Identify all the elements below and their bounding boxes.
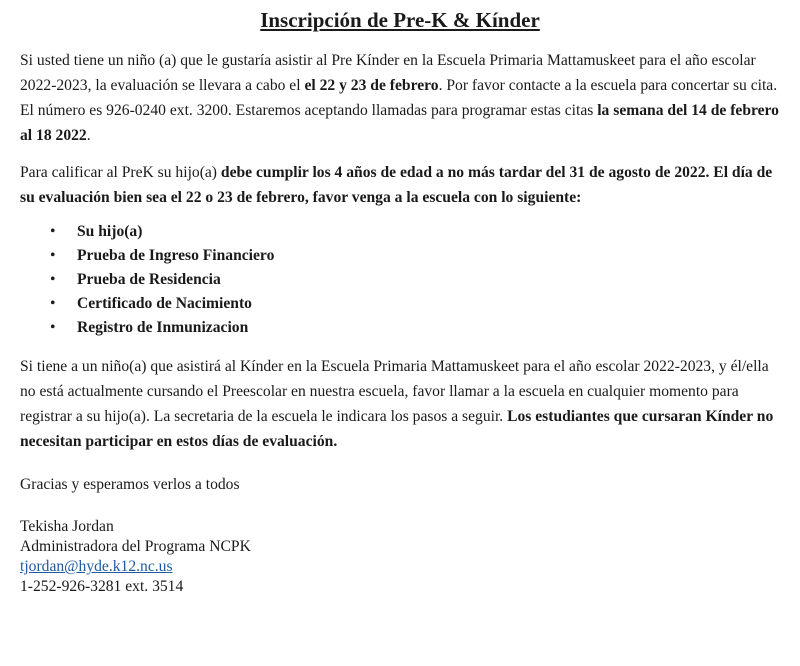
paragraph-prek-evaluation (20, 48, 780, 148)
list-item (20, 244, 780, 268)
list-item-label: Su hijo(a) (77, 223, 143, 240)
bullet-icon: • (50, 247, 56, 264)
document-page (20, 6, 780, 597)
signature-block (20, 517, 780, 597)
p2-text-1: Para calificar al PreK su hijo(a) (20, 164, 221, 181)
closing-line: Gracias y esperamos verlos a todos (20, 476, 240, 493)
paragraph-qualification (20, 160, 780, 210)
p1-text-1: Si usted tiene un niño (a) que le gustaría asistir al Pre Kínder en la Escuela Primaria Mattamuskeet para el año escolar 2022-2023, la evaluación se llevara a cabo el (20, 52, 756, 94)
list-item (20, 268, 780, 292)
list-item (20, 292, 780, 316)
p3-text-1: Si tiene a un niño(a) que asistirá al Kínder en la Escuela Primaria Mattamuskeet para el año escolar 2022-2023, y él/ella no está actualmente cursando el Preescolar en nuestra escuela, favor llamar a la escuela en cualquier momento para registrar a su hijo(a). La secretaria de la escuela le indicara los pasos a seguir. (20, 358, 769, 425)
bullet-icon: • (50, 319, 56, 336)
paragraph-kinder-registration (20, 354, 780, 454)
p1-text-2: . Por favor contacte a la escuela para concertar su cita. El número es 926-0240 ext. 3200. Estaremos aceptando llamadas para programar estas citas (20, 77, 778, 119)
list-item-label: Prueba de Ingreso Financiero (77, 247, 275, 264)
signature-role: Administradora del Programa NCPK (20, 538, 251, 555)
list-item-label: Certificado de Nacimiento (77, 295, 252, 312)
list-item (20, 220, 780, 244)
p1-text-3: . (86, 127, 91, 144)
document-title: Inscripción de Pre-K & Kínder (260, 8, 540, 32)
list-item-label: Prueba de Residencia (77, 271, 221, 288)
list-item (20, 316, 780, 340)
bullet-icon: • (50, 223, 56, 240)
bullet-icon: • (50, 271, 56, 288)
p3-bold-note: Los estudiantes que cursaran Kínder no necesitan participar en estos días de evaluación. (20, 408, 774, 450)
requirements-list (20, 220, 780, 340)
p1-bold-week: la semana del 14 de febrero al 18 2022 (20, 102, 779, 144)
email-link[interactable]: tjordan@hyde.k12.nc.us (20, 558, 173, 575)
signature-name: Tekisha Jordan (20, 518, 114, 535)
bullet-icon: • (50, 295, 56, 312)
list-item-label: Registro de Inmunizacion (77, 319, 249, 336)
p2-bold-requirement: debe cumplir los 4 años de edad a no más tardar del 31 de agosto de 2022. El día de su evaluación bien sea el 22 o 23 de febrero, favor venga a la escuela con lo siguiente: (20, 164, 773, 206)
p1-bold-dates: el 22 y 23 de febrero (304, 77, 439, 94)
signature-phone: 1-252-926-3281 ext. 3514 (20, 578, 184, 595)
